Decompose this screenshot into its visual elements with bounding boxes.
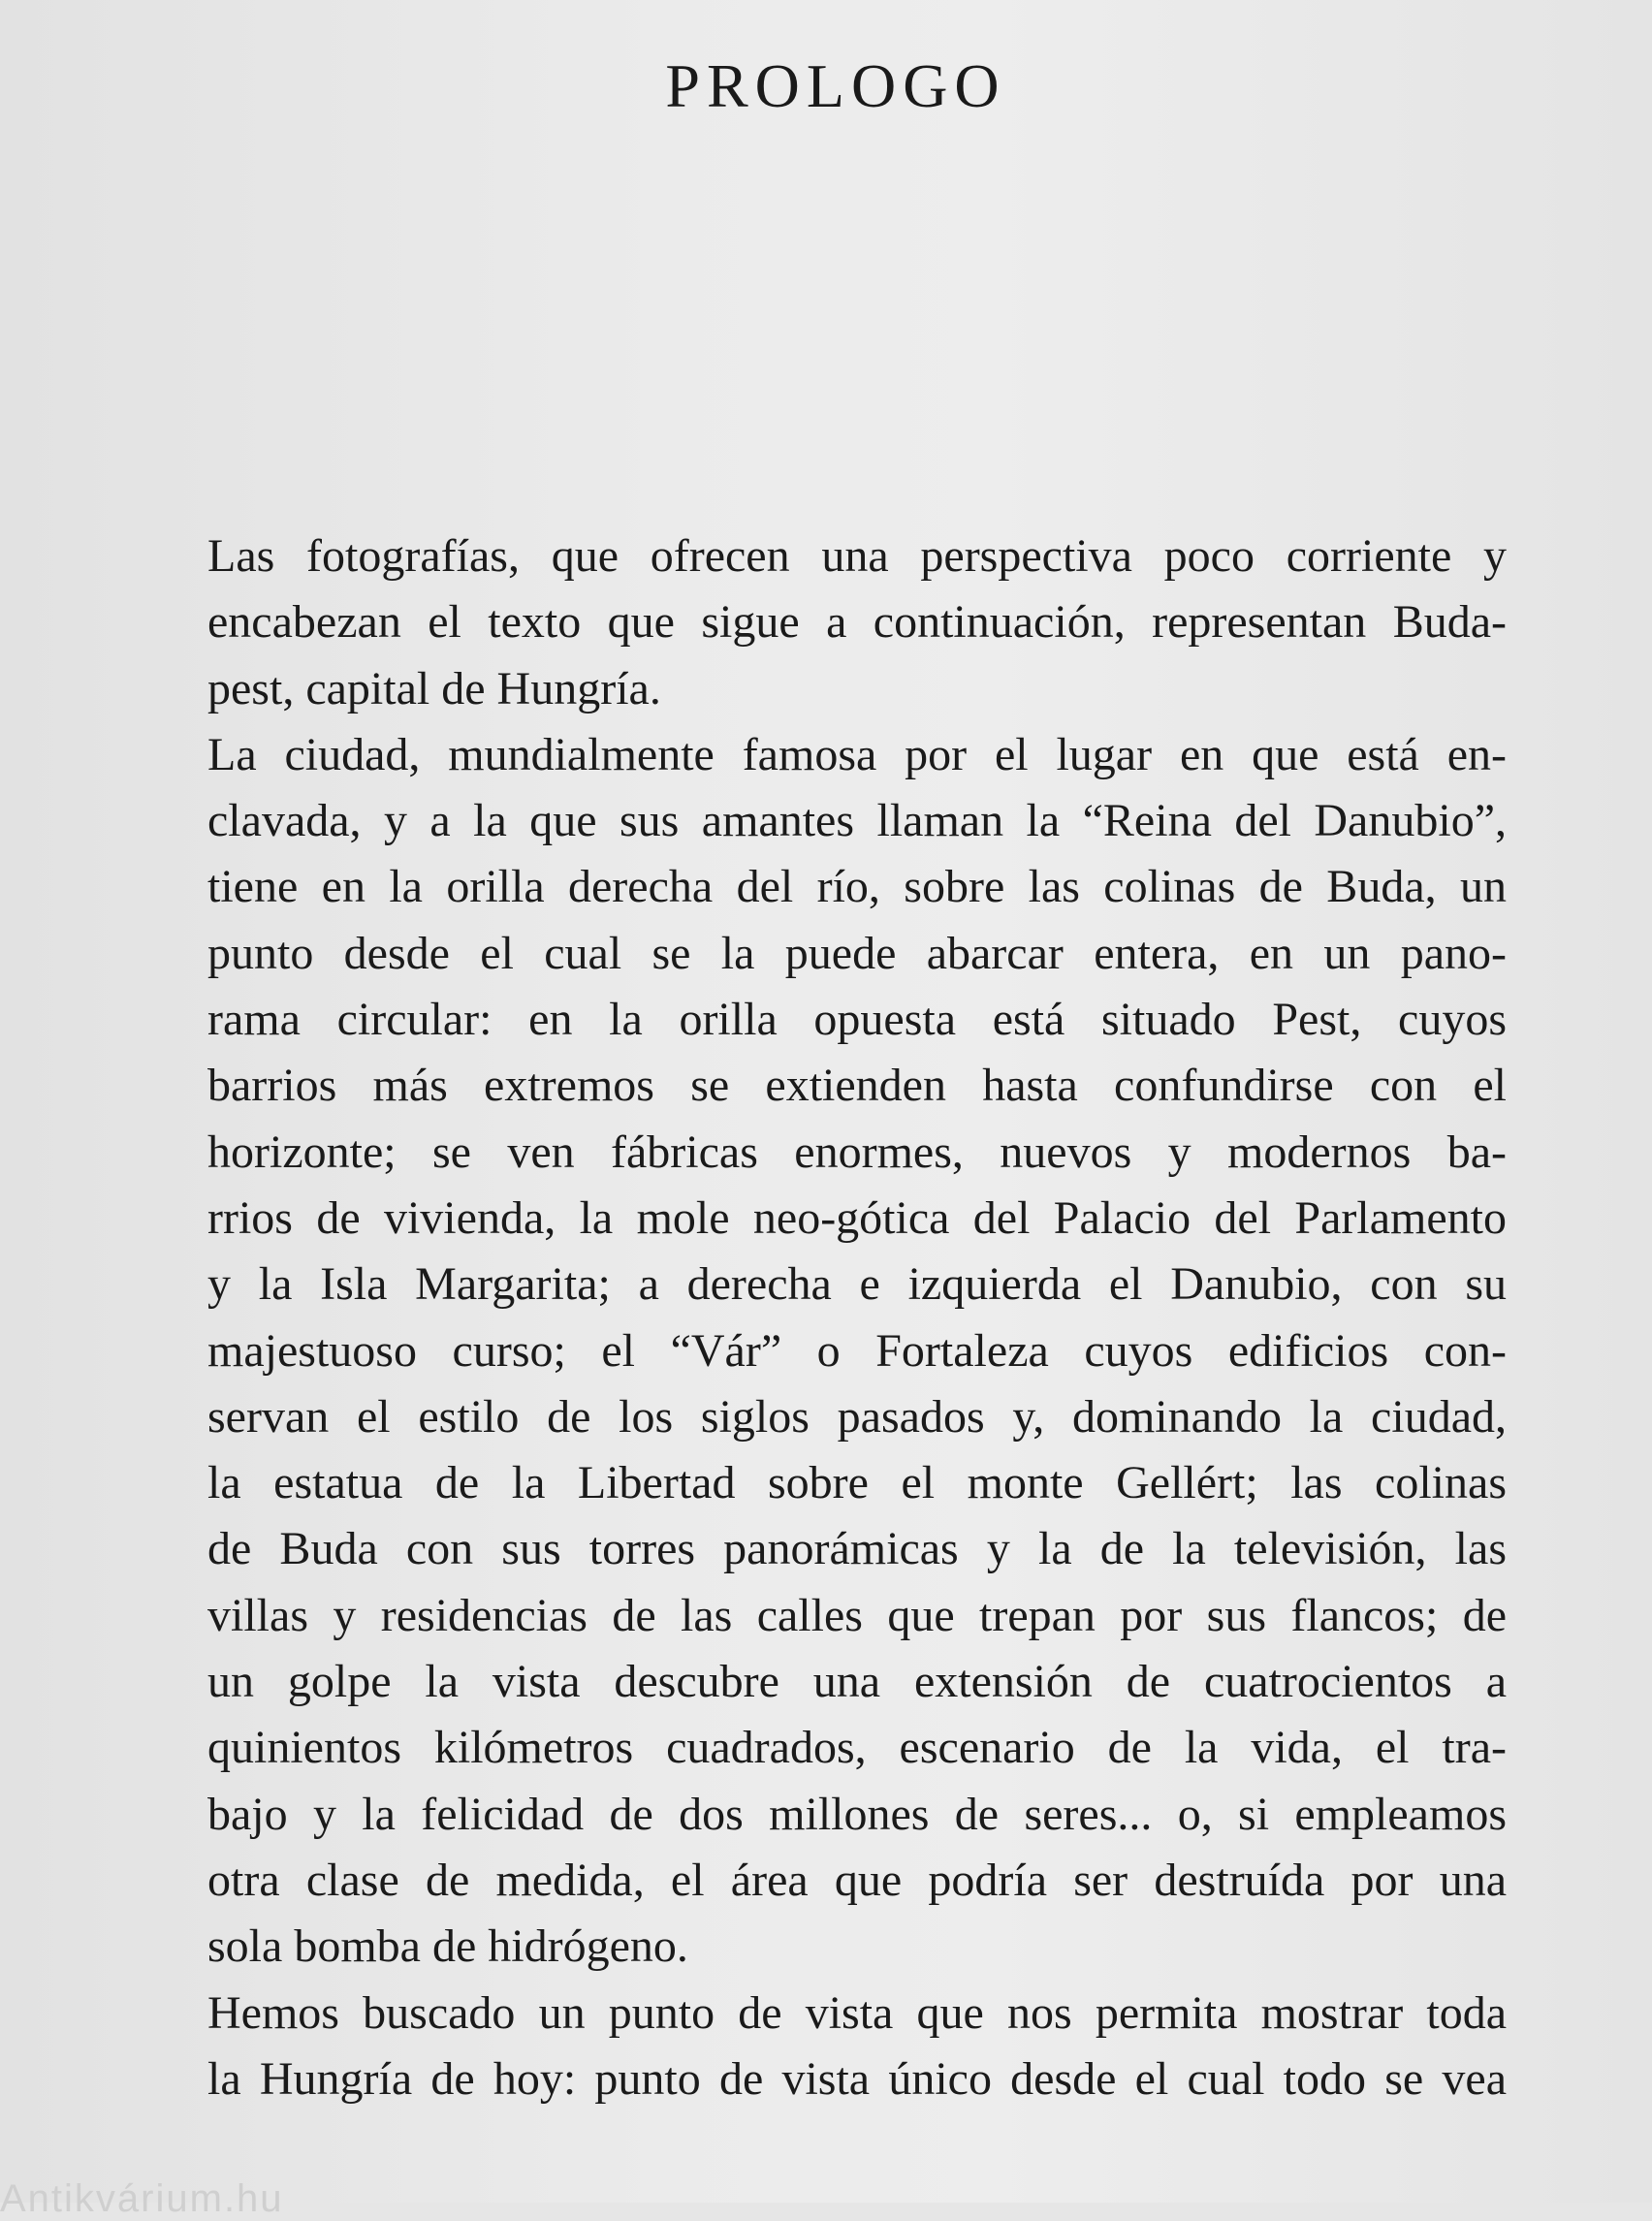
- text-line: de Buda con sus torres panorámicas y la de la televisión, las: [207, 1523, 1507, 1575]
- text-line: encabezan el texto que sigue a continuación, representan Buda-: [207, 596, 1507, 649]
- text-line: majestuoso curso; el “Vár” o Fortaleza cuyos edificios con-: [207, 1324, 1507, 1377]
- text-line: otra clase de medida, el área que podría ser destruída por una: [207, 1854, 1507, 1906]
- paragraph-1: [207, 524, 1507, 722]
- text-line: pest, capital de Hungría.: [207, 662, 661, 714]
- watermark: Antikvárium.hu: [0, 2177, 284, 2220]
- text-line: clavada, y a la que sus amantes llaman la “Reina del Danubio”,: [207, 795, 1507, 847]
- text-line: la estatua de la Libertad sobre el monte Gellért; las colinas: [207, 1457, 1507, 1509]
- text-line: tiene en la orilla derecha del río, sobre las colinas de Buda, un: [207, 861, 1507, 913]
- text-line: la Hungría de hoy: punto de vista único desde el cual todo se vea: [207, 2052, 1507, 2105]
- text-line: servan el estilo de los siglos pasados y, dominando la ciudad,: [207, 1390, 1507, 1443]
- text-line: rrios de vivienda, la mole neo-gótica del Palacio del Parlamento: [207, 1191, 1507, 1244]
- text-line: rama circular: en la orilla opuesta está situado Pest, cuyos: [207, 994, 1507, 1046]
- text-line: un golpe la vista descubre una extensión de cuatrocientos a: [207, 1656, 1507, 1708]
- text-line: Las fotografías, que ofrecen una perspectiva poco corriente y: [207, 530, 1507, 582]
- text-line: villas y residencias de las calles que trepan por sus flancos; de: [207, 1589, 1507, 1641]
- text-line: y la Isla Margarita; a derecha e izquierda el Danubio, con su: [207, 1258, 1507, 1311]
- text-line: punto desde el cual se la puede abarcar entera, en un pano-: [207, 927, 1507, 979]
- text-line: bajo y la felicidad de dos millones de seres... o, si empleamos: [207, 1788, 1507, 1840]
- text-line: quinientos kilómetros cuadrados, escenario de la vida, el tra-: [207, 1722, 1507, 1774]
- text-line: Hemos buscado un punto de vista que nos permita mostrar toda: [207, 1986, 1507, 2039]
- text-line: barrios más extremos se extienden hasta confundirse con el: [207, 1060, 1507, 1112]
- paragraph-3: [207, 1981, 1507, 2113]
- text-line: sola bomba de hidrógeno.: [207, 1920, 688, 1973]
- text-line: horizonte; se ven fábricas enormes, nuevos y modernos ba-: [207, 1126, 1507, 1178]
- body-text: [207, 524, 1507, 2112]
- paragraph-2: [207, 722, 1507, 1981]
- page-title: PROLOGO: [665, 51, 1006, 120]
- text-line: La ciudad, mundialmente famosa por el lugar en que está en-: [207, 728, 1507, 780]
